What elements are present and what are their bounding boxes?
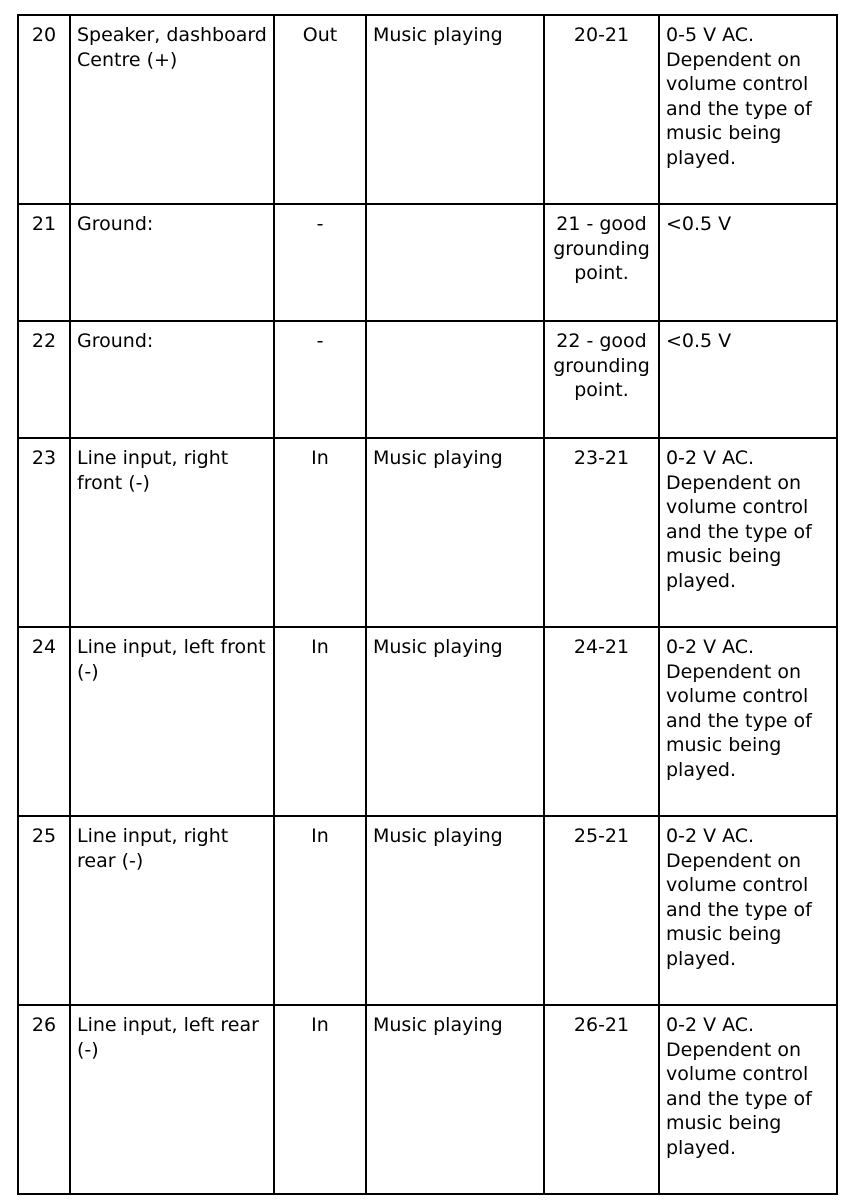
table-row <box>18 321 837 438</box>
table-row <box>18 15 837 204</box>
measure-points-cell: 23-21 <box>544 438 659 627</box>
test-condition-cell <box>366 204 544 321</box>
pin-number-cell: 26 <box>18 1005 70 1194</box>
test-condition-cell: Music playing <box>366 816 544 1005</box>
test-condition-cell: Music playing <box>366 15 544 204</box>
table-row <box>18 816 837 1005</box>
test-condition-cell: Music playing <box>366 438 544 627</box>
measure-points-cell: 20-21 <box>544 15 659 204</box>
signal-direction-cell: - <box>274 204 366 321</box>
pin-description-cell: Ground: <box>70 321 274 438</box>
signal-direction-cell: In <box>274 438 366 627</box>
measure-points-cell: 22 - good grounding point. <box>544 321 659 438</box>
connector-pin-table <box>17 14 838 1195</box>
table-row <box>18 438 837 627</box>
pin-description-cell: Ground: <box>70 204 274 321</box>
table-row <box>18 1005 837 1194</box>
table-row <box>18 627 837 816</box>
measure-points-cell: 21 - good grounding point. <box>544 204 659 321</box>
pin-number-cell: 21 <box>18 204 70 321</box>
pin-number-cell: 25 <box>18 816 70 1005</box>
pin-description-cell: Speaker, dashboard Centre (+) <box>70 15 274 204</box>
test-condition-cell: Music playing <box>366 1005 544 1194</box>
expected-value-cell: <0.5 V <box>659 321 837 438</box>
expected-value-cell: 0-2 V AC. Dependent on volume control and the type of music being played. <box>659 438 837 627</box>
measure-points-cell: 25-21 <box>544 816 659 1005</box>
test-condition-cell: Music playing <box>366 627 544 816</box>
expected-value-cell: 0-2 V AC. Dependent on volume control and the type of music being played. <box>659 816 837 1005</box>
expected-value-cell: <0.5 V <box>659 204 837 321</box>
signal-direction-cell: In <box>274 627 366 816</box>
pin-number-cell: 22 <box>18 321 70 438</box>
measure-points-cell: 26-21 <box>544 1005 659 1194</box>
expected-value-cell: 0-2 V AC. Dependent on volume control and the type of music being played. <box>659 1005 837 1194</box>
pin-number-cell: 23 <box>18 438 70 627</box>
measure-points-cell: 24-21 <box>544 627 659 816</box>
pin-description-cell: Line input, right rear (-) <box>70 816 274 1005</box>
table-row <box>18 204 837 321</box>
expected-value-cell: 0-5 V AC. Dependent on volume control and the type of music being played. <box>659 15 837 204</box>
pin-number-cell: 24 <box>18 627 70 816</box>
test-condition-cell <box>366 321 544 438</box>
pin-description-cell: Line input, left front (-) <box>70 627 274 816</box>
pin-number-cell: 20 <box>18 15 70 204</box>
signal-direction-cell: - <box>274 321 366 438</box>
signal-direction-cell: Out <box>274 15 366 204</box>
expected-value-cell: 0-2 V AC. Dependent on volume control and the type of music being played. <box>659 627 837 816</box>
signal-direction-cell: In <box>274 1005 366 1194</box>
pin-description-cell: Line input, left rear (-) <box>70 1005 274 1194</box>
pin-description-cell: Line input, right front (-) <box>70 438 274 627</box>
signal-direction-cell: In <box>274 816 366 1005</box>
